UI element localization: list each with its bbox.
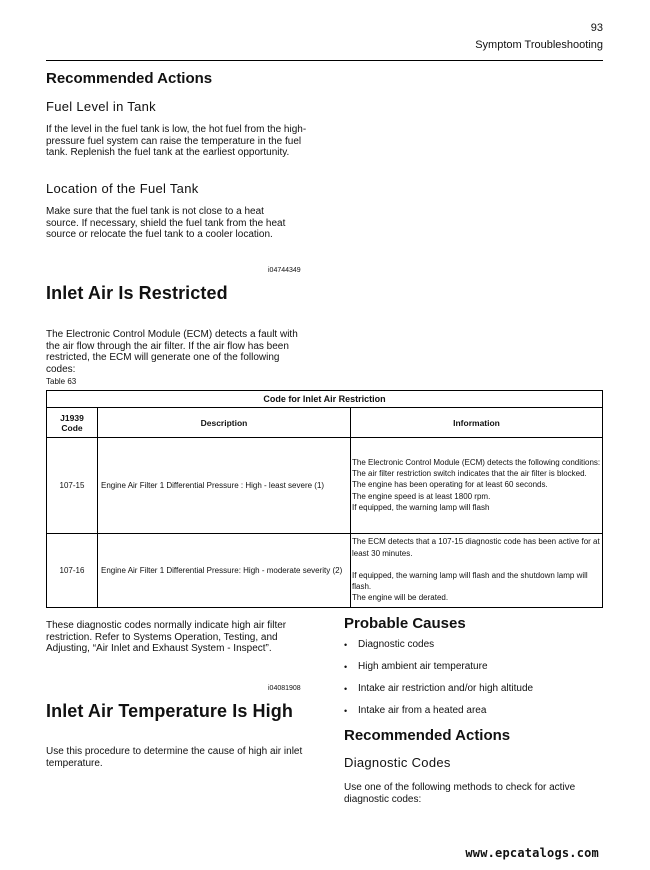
- list-item-text: High ambient air temperature: [358, 661, 488, 672]
- cell-description: Engine Air Filter 1 Differential Pressure: High - moderate severity (2): [98, 534, 351, 608]
- list-item: [344, 639, 533, 661]
- table-label: Table 63: [46, 377, 77, 386]
- list-item: [344, 705, 533, 727]
- subsection-title-fuel-tank-location: Location of the Fuel Tank: [46, 181, 199, 196]
- info-line: If equipped, the warning lamp will flash: [352, 502, 490, 512]
- watermark-link[interactable]: www.epcatalogs.com: [465, 846, 599, 860]
- column-header-code-line1: J1939: [60, 412, 84, 423]
- bullet-icon: •: [344, 706, 348, 716]
- table-caption: Code for Inlet Air Restriction: [47, 391, 603, 408]
- code-table: [46, 390, 603, 608]
- list-item-text: Intake air restriction and/or high altitude: [358, 683, 534, 694]
- paragraph-fuel-level: If the level in the fuel tank is low, the hot fuel from the high-pressure fuel system can raise the temperature in the fuel tank. Replenish the fuel tank at the earliest opportunity.: [46, 124, 307, 158]
- section-title-recommended-actions: Recommended Actions: [46, 70, 213, 87]
- paragraph-ecm-intro: The Electronic Control Module (ECM) detects a fault with the air flow through the air filter. If the air flow has been restricted, the ECM will generate one of the following codes:: [46, 329, 298, 375]
- column-header-information: Information: [351, 408, 603, 438]
- list-item-text: Diagnostic codes: [358, 639, 435, 650]
- info-gap: [352, 559, 602, 570]
- section-title-inlet-air-restricted: Inlet Air Is Restricted: [46, 283, 228, 303]
- list-item: [344, 661, 533, 683]
- paragraph-fuel-tank-location: Make sure that the fuel tank is not close to a heat source. If necessary, shield the fuel tank from the heat source or relocate the fuel tank to a cooler location.: [46, 206, 286, 240]
- info-line: The air filter restriction switch indicates that the air filter is blocked.: [352, 469, 587, 479]
- list-item: [344, 683, 533, 705]
- cell-information: [351, 438, 603, 534]
- bullet-icon: •: [344, 640, 348, 650]
- subsection-title-fuel-level: Fuel Level in Tank: [46, 99, 156, 114]
- cell-code: 107-16: [47, 534, 98, 608]
- info-line: The engine will be derated.: [352, 593, 449, 603]
- doc-id: i04744349: [268, 267, 301, 274]
- section-title-recommended-actions-2: Recommended Actions: [344, 727, 511, 744]
- paragraph-after-table: These diagnostic codes normally indicate high air filter restriction. Refer to Systems Operation, Testing, and Adjusting, “Air Inlet and Exhaust System - Inspect”.: [46, 620, 287, 654]
- subsection-title-diagnostic-codes: Diagnostic Codes: [344, 755, 451, 770]
- section-title-probable-causes: Probable Causes: [344, 615, 466, 632]
- bullet-icon: •: [344, 684, 348, 694]
- cell-description: Engine Air Filter 1 Differential Pressure : High - least severe (1): [98, 438, 351, 534]
- column-header-code-line2: Code: [61, 422, 83, 433]
- cell-information: [351, 534, 603, 608]
- probable-causes-list: [344, 639, 533, 727]
- info-line: The engine speed is at least 1800 rpm.: [352, 491, 491, 501]
- table-row: [47, 438, 603, 534]
- info-line: The engine has been operating for at least 60 seconds.: [352, 480, 548, 490]
- header-rule: [46, 60, 603, 61]
- doc-id: i04081908: [268, 685, 301, 692]
- info-line: If equipped, the warning lamp will flash and the shutdown lamp will flash.: [352, 570, 588, 592]
- column-header-code: [47, 408, 98, 438]
- bullet-icon: •: [344, 662, 348, 672]
- running-head: Symptom Troubleshooting: [475, 39, 603, 51]
- info-line: The Electronic Control Module (ECM) detects the following conditions:: [352, 457, 601, 467]
- page-number: 93: [590, 22, 603, 34]
- paragraph-diagnostic-codes: Use one of the following methods to check for active diagnostic codes:: [344, 782, 576, 805]
- table-row: [47, 534, 603, 608]
- cell-code: 107-15: [47, 438, 98, 534]
- info-line: The ECM detects that a 107-15 diagnostic code has been active for at least 30 minutes.: [352, 537, 600, 558]
- list-item-text: Intake air from a heated area: [358, 705, 487, 716]
- section-title-inlet-air-temperature: Inlet Air Temperature Is High: [46, 701, 293, 721]
- paragraph-temperature-intro: Use this procedure to determine the cause of high air inlet temperature.: [46, 746, 303, 769]
- column-header-description: Description: [98, 408, 351, 438]
